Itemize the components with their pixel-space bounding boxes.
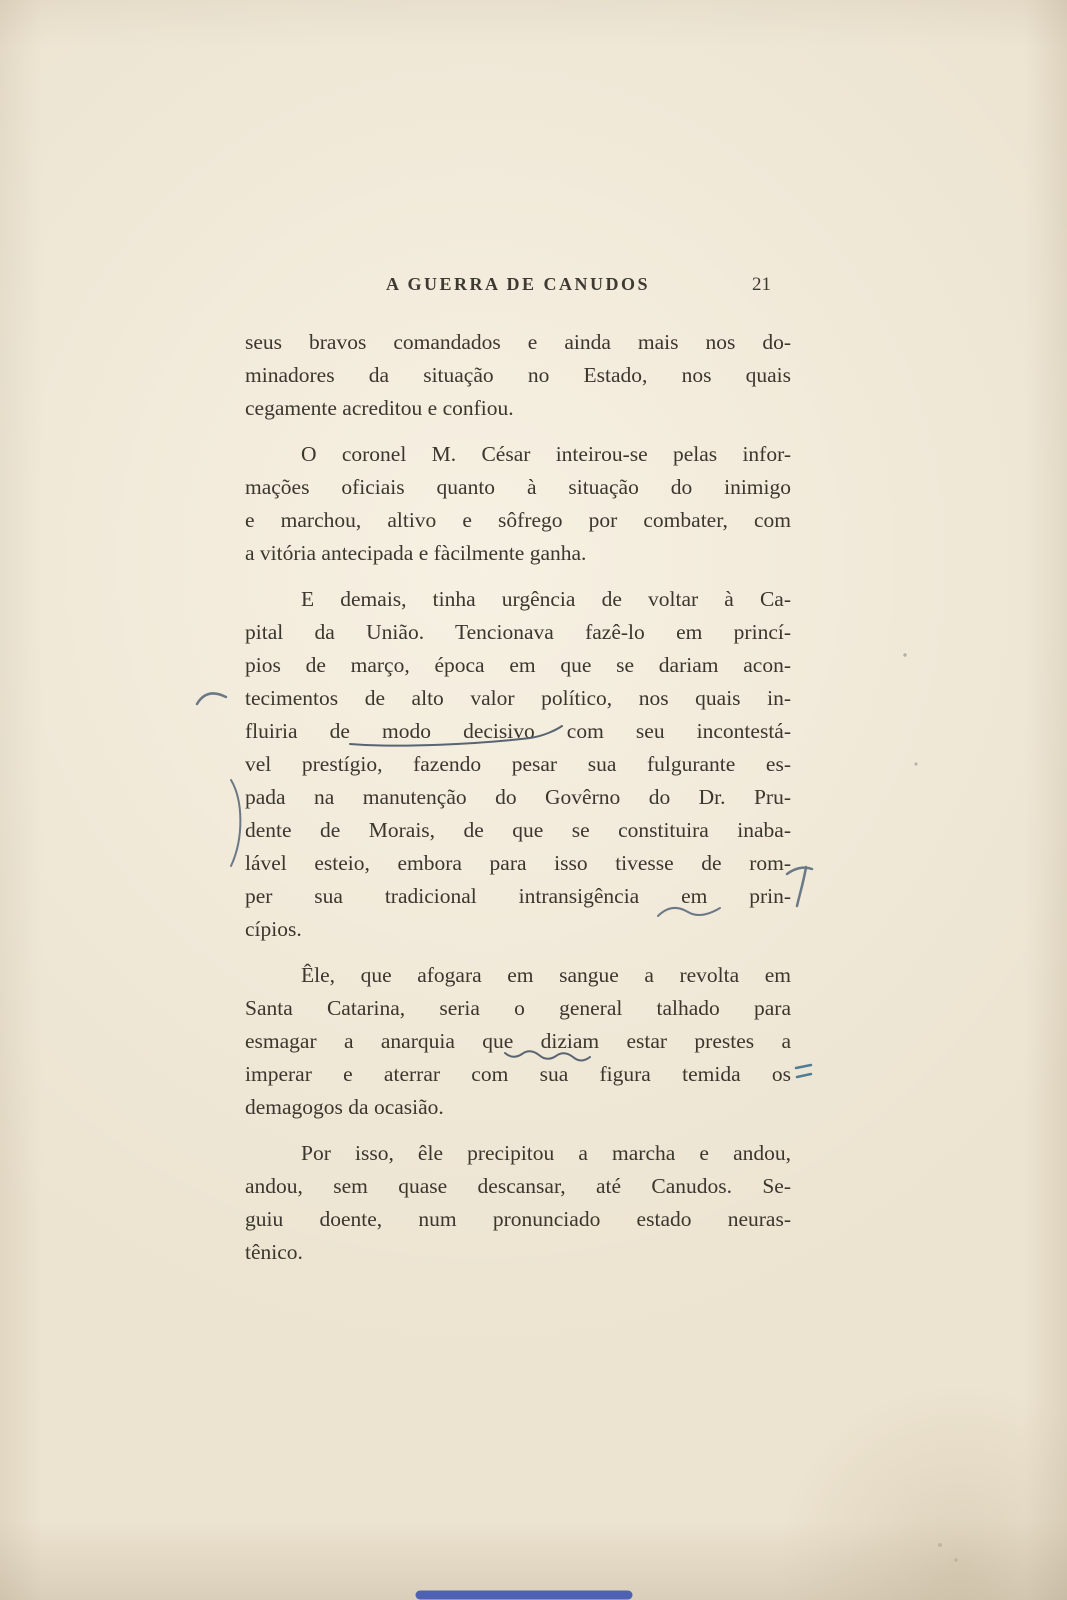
text-line: tênico. (245, 1240, 303, 1264)
text-line: imperar e aterrar com sua figura temida os (245, 1062, 791, 1086)
double-dash-mark (796, 1065, 811, 1077)
text-line: pada na manutenção do Govêrno do Dr. Pru- (245, 785, 791, 809)
text-line: cípios. (245, 917, 302, 941)
paragraph (245, 1137, 791, 1269)
text-line: dente de Morais, de que se constituira inaba- (245, 818, 791, 842)
margin-bracket-mark (231, 780, 240, 866)
page-header (245, 274, 791, 300)
page-number: 21 (752, 274, 771, 295)
page-body-text (245, 326, 791, 1282)
text-line: e marchou, altivo e sôfrego por combater, com (245, 508, 791, 532)
paragraph (245, 959, 791, 1124)
text-line: minadores da situação no Estado, nos quais (245, 363, 791, 387)
text-line: vel prestígio, fazendo pesar sua fulgurante es- (245, 752, 791, 776)
paragraph (245, 438, 791, 570)
text-line: cegamente acreditou e confiou. (245, 396, 514, 420)
text-line: andou, sem quase descansar, até Canudos. Se- (245, 1174, 791, 1198)
text-line: pital da União. Tencionava fazê-lo em princí- (245, 620, 791, 644)
paper-speck (938, 1543, 942, 1547)
text-line: esmagar a anarquia que diziam estar prestes a (245, 1029, 791, 1053)
paper-speck (914, 762, 917, 765)
text-line: Por isso, êle precipitou a marcha e andou, (301, 1141, 791, 1165)
margin-tick-mark (197, 693, 226, 704)
text-line: seus bravos comandados e ainda mais nos do- (245, 330, 791, 354)
text-line: mações oficiais quanto à situação do inimigo (245, 475, 791, 499)
text-line: pios de março, época em que se dariam acon- (245, 653, 791, 677)
text-line: O coronel M. César inteirou-se pelas infor- (301, 442, 791, 466)
text-line: E demais, tinha urgência de voltar à Ca- (301, 587, 791, 611)
text-line: per sua tradicional intransigência em prin- (245, 884, 791, 908)
text-line: guiu doente, num pronunciado estado neuras- (245, 1207, 791, 1231)
text-line: lável esteio, embora para isso tivesse de rom- (245, 851, 791, 875)
text-line: Santa Catarina, seria o general talhado para (245, 996, 791, 1020)
paper-speck (954, 1558, 957, 1561)
paragraph (245, 583, 791, 946)
running-title: A GUERRA DE CANUDOS (385, 274, 651, 294)
paper-speck (903, 653, 906, 656)
text-line: a vitória antecipada e fàcilmente ganha. (245, 541, 587, 565)
text-line: Êle, que afogara em sangue a revolta em (301, 963, 791, 987)
text-line: fluiria de modo decisivo com seu incontestá- (245, 719, 791, 743)
text-line: demagogos da ocasião. (245, 1095, 444, 1119)
paragraph (245, 326, 791, 425)
text-line: tecimentos de alto valor político, nos quais in- (245, 686, 791, 710)
